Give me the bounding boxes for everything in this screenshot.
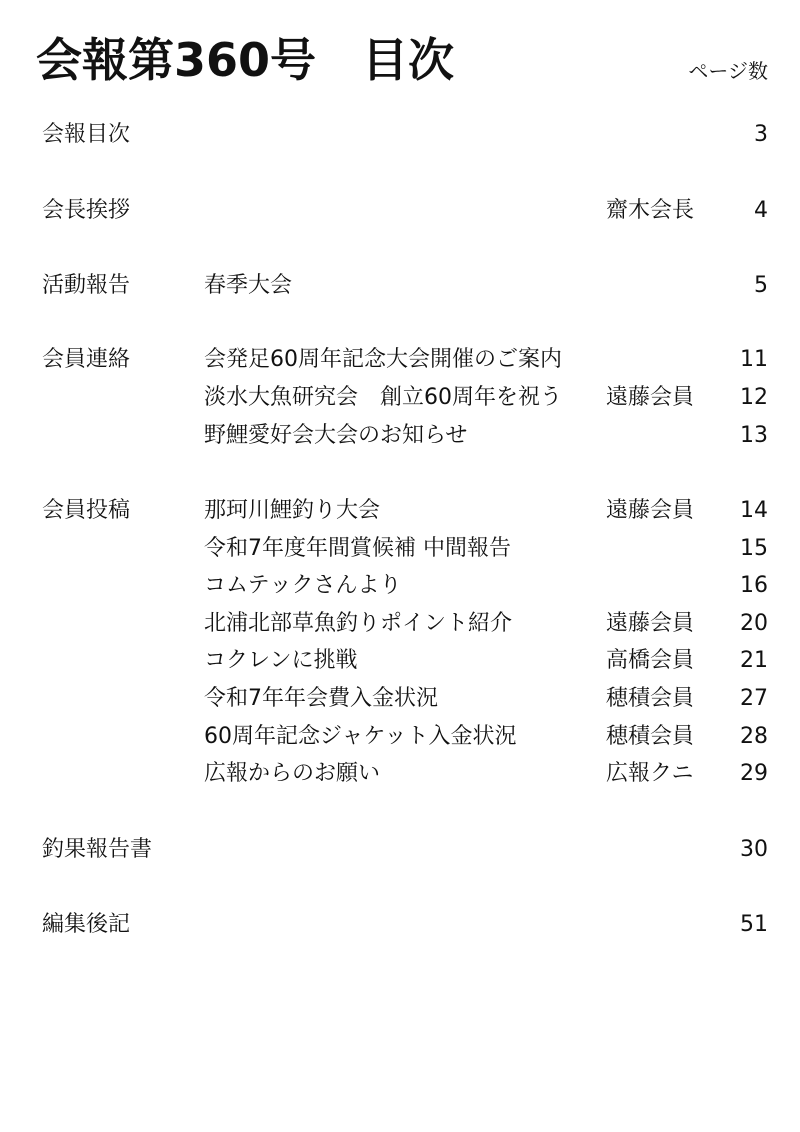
toc-page: 51 [740, 912, 768, 937]
toc-title: 北浦北部草魚釣りポイント紹介 [204, 611, 513, 636]
toc-row [0, 496, 800, 526]
toc-row [0, 271, 800, 301]
toc-page: 15 [740, 536, 768, 561]
toc-title: コムテックさんより [204, 573, 402, 598]
toc-section: 釣果報告書 [42, 837, 153, 862]
toc-page: 11 [740, 347, 768, 372]
toc-row [0, 835, 800, 865]
toc-author: 高橋会員 [606, 648, 695, 673]
toc-row [0, 196, 800, 226]
toc-row [0, 646, 800, 676]
toc-row [0, 722, 800, 752]
toc-row [0, 571, 800, 601]
toc-row [0, 910, 800, 940]
toc-page: 20 [740, 611, 768, 636]
toc-title: 春季大会 [204, 273, 293, 298]
toc-section: 会長挨拶 [42, 198, 131, 223]
toc-page: 29 [740, 761, 768, 786]
toc-author: 遠藤会員 [606, 385, 695, 410]
toc-title: コクレンに挑戦 [204, 648, 358, 673]
toc-row [0, 609, 800, 639]
toc-page: 28 [740, 724, 768, 749]
page-count-label: ページ数 [688, 59, 768, 83]
toc-author: 広報クニ [606, 761, 694, 786]
toc-section: 編集後記 [42, 912, 131, 937]
toc-row [0, 684, 800, 714]
toc-page: 13 [740, 423, 768, 448]
toc-author: 穂積会員 [606, 686, 695, 711]
toc-page: 4 [754, 198, 768, 223]
toc-page: 12 [740, 385, 768, 410]
toc-page: 14 [740, 498, 768, 523]
document-title: 会報第360号 目次 [36, 33, 455, 87]
toc-section: 会員投稿 [42, 498, 131, 523]
toc-row [0, 534, 800, 564]
toc-page: 3 [754, 122, 768, 147]
toc-title: 野鯉愛好会大会のお知らせ [204, 423, 468, 448]
toc-author: 齋木会長 [606, 198, 695, 223]
toc-row [0, 759, 800, 789]
toc-author: 遠藤会員 [606, 611, 695, 636]
toc-page: 27 [740, 686, 768, 711]
toc-title: 淡水大魚研究会 創立60周年を祝う [204, 385, 562, 410]
toc-row [0, 383, 800, 413]
toc-page: 21 [740, 648, 768, 673]
toc-author: 遠藤会員 [606, 498, 695, 523]
toc-title: 令和7年年会費入金状況 [204, 686, 438, 711]
toc-title: 60周年記念ジャケット入金状況 [204, 724, 517, 749]
toc-section: 会員連絡 [42, 347, 131, 372]
toc-title: 会発足60周年記念大会開催のご案内 [204, 347, 562, 372]
toc-author: 穂積会員 [606, 724, 695, 749]
toc-title: 令和7年度年間賞候補 中間報告 [204, 536, 511, 561]
toc-row [0, 421, 800, 451]
toc-row [0, 120, 800, 150]
toc-page: 5 [754, 273, 768, 298]
toc-title: 広報からのお願い [204, 761, 381, 786]
toc-title: 那珂川鯉釣り大会 [204, 498, 381, 523]
toc-section: 会報目次 [42, 122, 131, 147]
toc-section: 活動報告 [42, 273, 131, 298]
toc-row [0, 345, 800, 375]
toc-page: 30 [740, 837, 768, 862]
toc-page: 16 [740, 573, 768, 598]
